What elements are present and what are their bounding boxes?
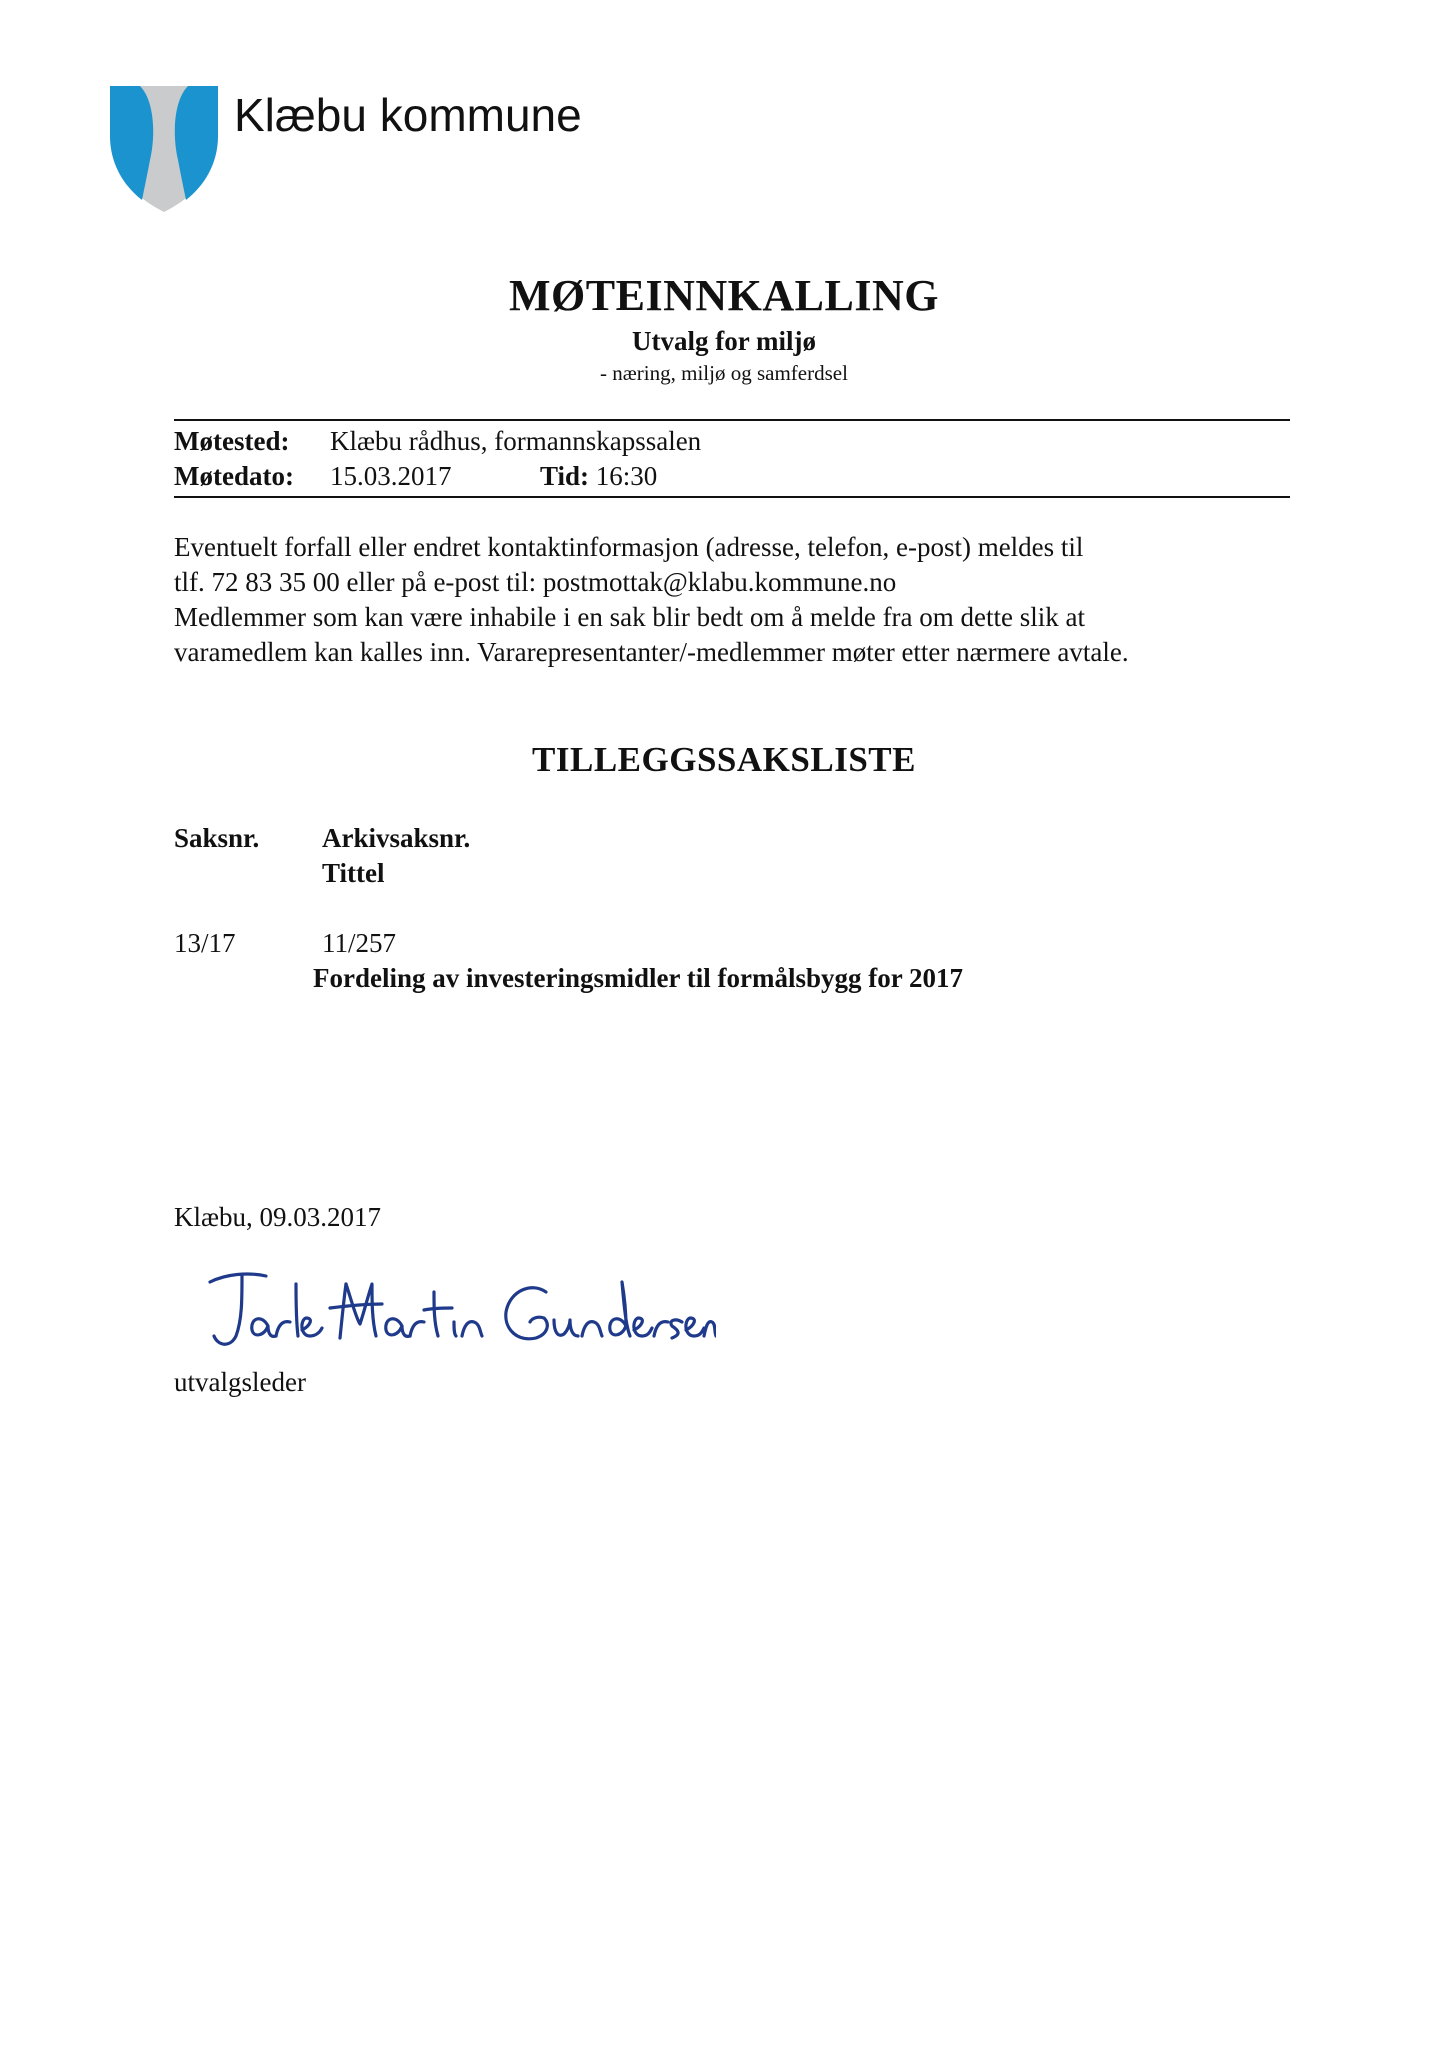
meeting-place-label: Møtested: (174, 426, 290, 456)
signer-role: utvalgsleder (174, 1367, 306, 1397)
header-archive-number: Arkivsaksnr. (322, 823, 471, 853)
info-line: Eventuelt forfall eller endret kontaktinformasjon (adresse, telefon, e-post) meldes til (174, 532, 1084, 562)
divider-top (174, 419, 1290, 421)
committee-subtitle: - næring, miljø og samferdsel (600, 361, 848, 385)
contact-info (174, 530, 1294, 670)
meeting-date-label: Møtedato: (174, 461, 294, 491)
meeting-place-value: Klæbu rådhus, formannskapssalen (330, 426, 702, 456)
meeting-time-value: 16:30 (595, 461, 658, 491)
header-title: Tittel (322, 858, 385, 888)
place-and-date: Klæbu, 09.03.2017 (174, 1202, 382, 1232)
case-number: 13/17 (174, 928, 236, 958)
document-title: MØTEINNKALLING (509, 271, 939, 320)
title-block (0, 268, 1448, 388)
info-line: Medlemmer som kan være inhabile i en sak blir bedt om å melde fra om dette slik at (174, 602, 1085, 632)
meeting-date-row (174, 459, 657, 493)
divider-bottom (174, 496, 1290, 498)
meeting-time-label: Tid: (540, 461, 590, 491)
info-line: tlf. 72 83 35 00 eller på e-post til: postmottak@klabu.kommune.no (174, 567, 897, 597)
meeting-place-row (174, 424, 701, 458)
header-case-number: Saksnr. (174, 823, 260, 853)
info-line: varamedlem kan kalles inn. Vararepresentanter/-medlemmer møter etter nærmere avtale. (174, 637, 1129, 667)
handwritten-signature (206, 1262, 716, 1358)
committee-name: Utvalg for miljø (632, 326, 816, 356)
coat-of-arms-logo (110, 86, 218, 212)
case-title: Fordeling av investeringsmidler til formålsbygg for 2017 (313, 963, 963, 993)
case-list-title: TILLEGGSSAKSLISTE (532, 740, 916, 779)
meeting-date-value: 15.03.2017 (330, 461, 452, 491)
case-archive-number: 11/257 (322, 928, 396, 958)
organization-name: Klæbu kommune (234, 89, 582, 141)
